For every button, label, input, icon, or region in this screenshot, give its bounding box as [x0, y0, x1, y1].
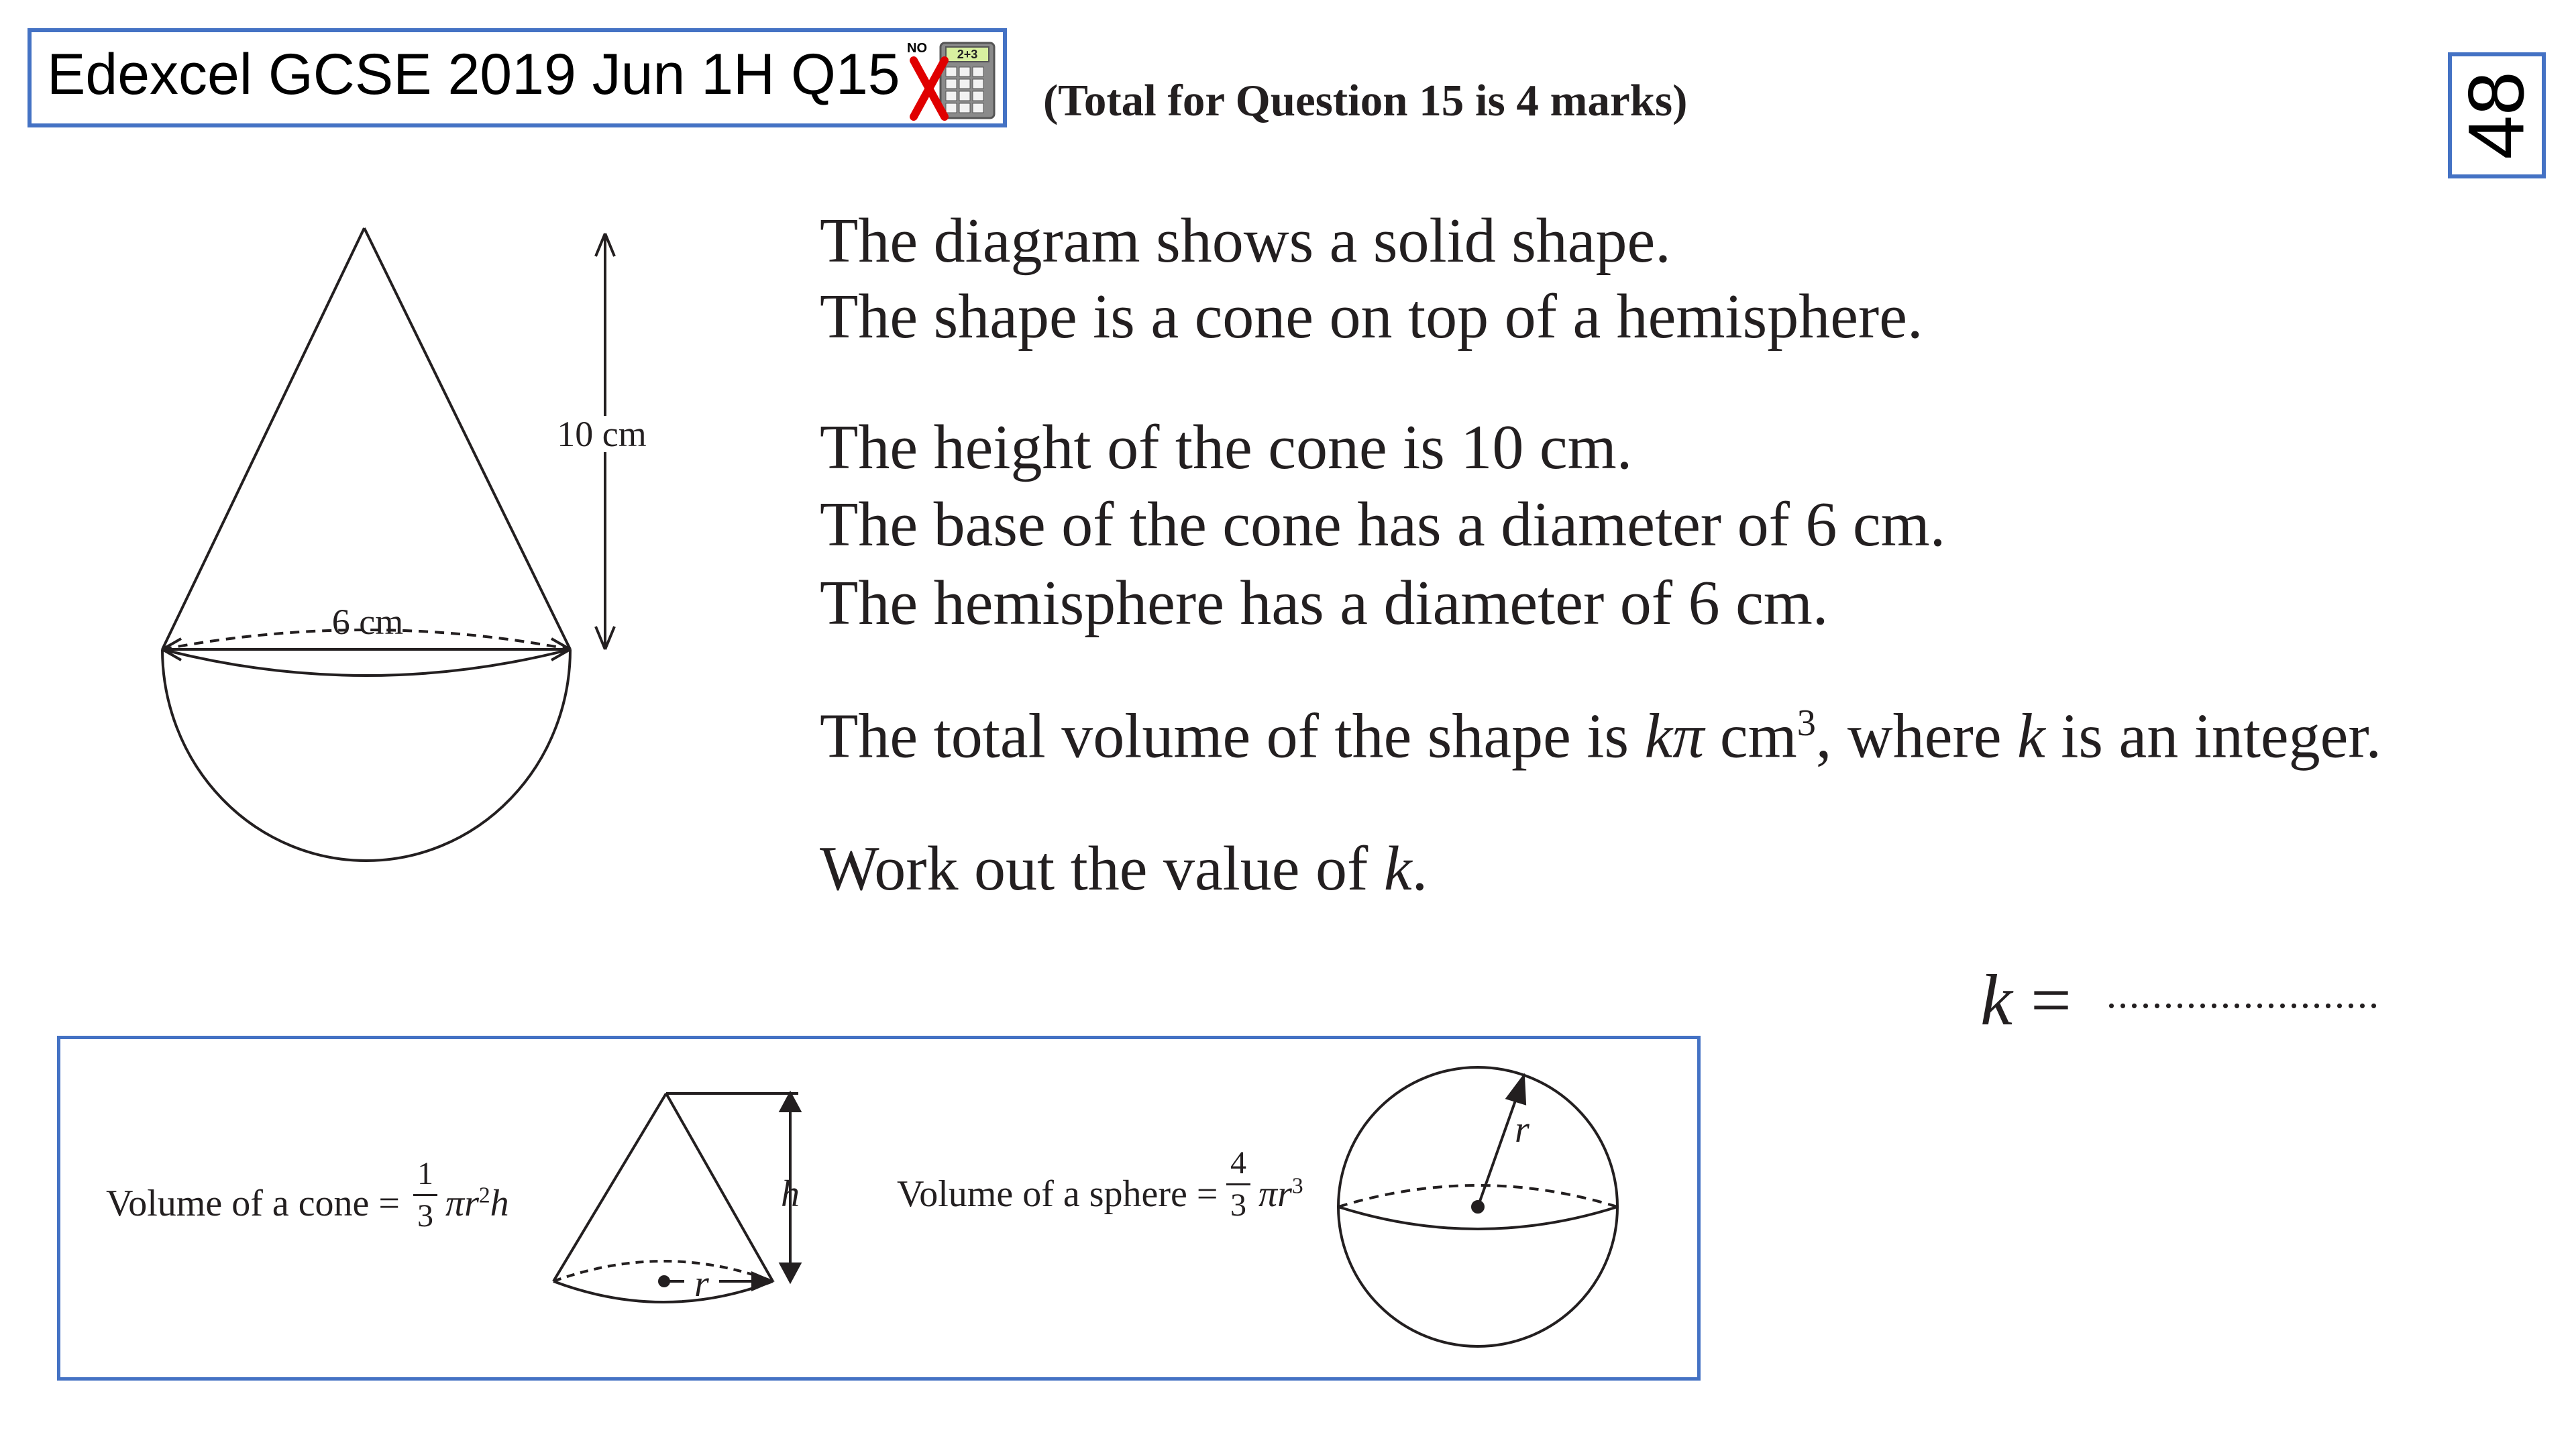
question-line-3: The height of the cone is 10 cm. [820, 413, 1633, 482]
sphere-radius-line [1478, 1097, 1517, 1207]
question-line-2: The shape is a cone on top of a hemisphere. [820, 282, 1923, 352]
cone-hemisphere-diagram [121, 201, 698, 885]
calculator-display: 2+3 [957, 48, 978, 61]
question-line-4: The base of the cone has a diameter of 6 cm. [820, 490, 1946, 559]
cone-formula-label: Volume of a cone = [106, 1183, 400, 1224]
question-line-1: The diagram shows a solid shape. [820, 206, 1671, 276]
sphere-formula-figure [1332, 1050, 1640, 1365]
small-height-arrow-top [781, 1093, 800, 1111]
answer-line[interactable]: ........................ [2106, 972, 2380, 1016]
cone-left-edge [162, 228, 364, 649]
cone-r-label: r [694, 1263, 709, 1305]
sphere-r-label: r [1515, 1109, 1529, 1150]
page-number: 48 [2452, 71, 2541, 160]
answer-label: k = [1980, 961, 2072, 1040]
question-line-6: The total volume of the shape is kπ $cm^3$, where k is an integer. [820, 701, 2381, 771]
diameter-label: 6 cm [331, 602, 404, 642]
sphere-formula-expression: $\pi r^3$ [1258, 1173, 1303, 1215]
cone-right-edge [364, 228, 570, 649]
total-marks: (Total for Question 15 is 4 marks) [1043, 76, 1688, 125]
cone-fraction: 1 3 [413, 1158, 437, 1232]
height-label: 10 cm [551, 416, 652, 452]
no-calculator-icon [906, 38, 1000, 125]
cone-h-label: h [781, 1173, 800, 1215]
cone-formula-expression: $\pi r^2h$ [445, 1183, 509, 1224]
base-front-ellipse [162, 649, 570, 676]
cone-formula-figure [537, 1080, 818, 1335]
sphere-formula-label: Volume of a sphere = [897, 1173, 1218, 1215]
hemisphere-arc [162, 649, 570, 861]
no-calculator-label: NO [907, 41, 927, 56]
small-cone-right-edge [666, 1093, 773, 1281]
question-line-7: Work out the value of k. [820, 834, 1428, 904]
small-height-arrow-bottom [781, 1264, 800, 1281]
question-title: Edexcel GCSE 2019 Jun 1H Q15 [47, 42, 900, 107]
small-cone-left-edge [553, 1093, 666, 1281]
sphere-radius-arrow [1507, 1077, 1525, 1104]
question-line-5: The hemisphere has a diameter of 6 cm. [820, 568, 1829, 638]
sphere-fraction: 4 3 [1226, 1147, 1250, 1222]
